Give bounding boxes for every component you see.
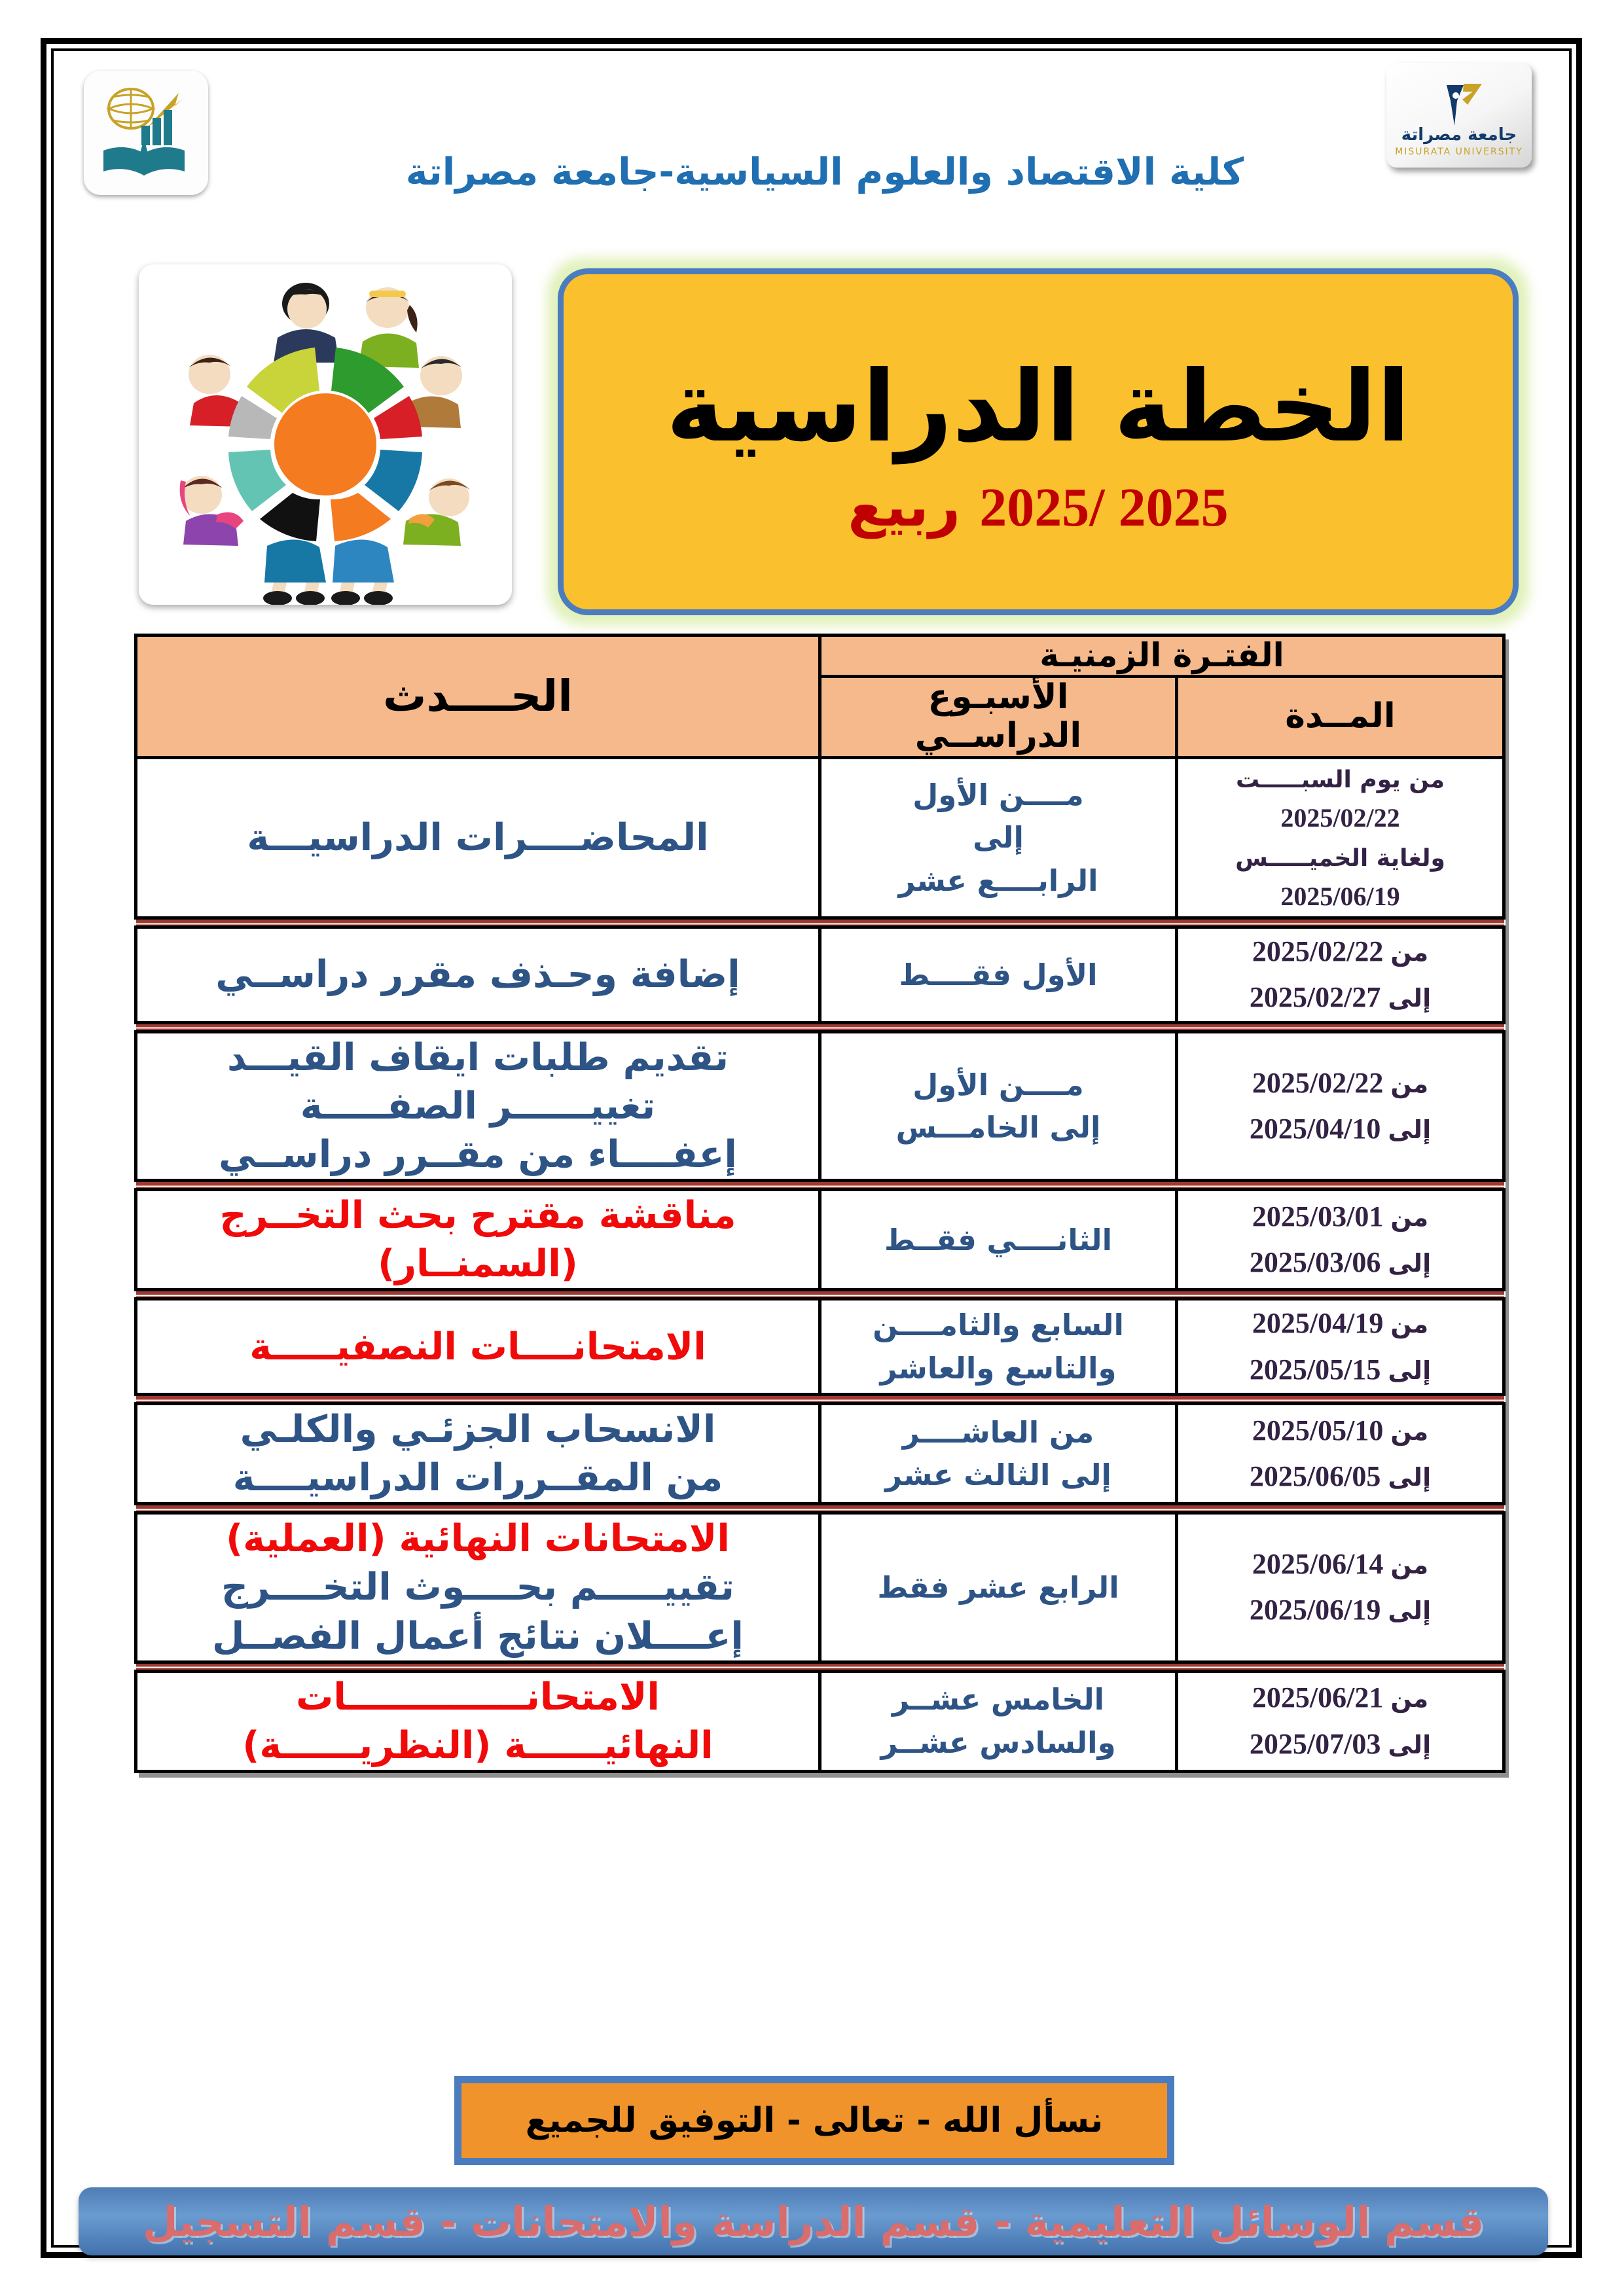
week-line: الرابــــع عشر: [898, 863, 1098, 898]
row-separator-duration: [1177, 918, 1504, 927]
event-line: إعفــــاء من مقــرر دراســي: [219, 1133, 737, 1177]
cell-event: [136, 1190, 820, 1290]
banner-year: 2025/ 2025: [979, 477, 1229, 539]
duration-label: من: [1390, 1416, 1429, 1446]
event-line: الامتحانــــــــــــــات: [296, 1675, 660, 1719]
row-separator-event: [136, 1022, 820, 1031]
row-separator-event: [136, 1290, 820, 1299]
page-title: كلية الاقتصاد والعلوم السياسية-جامعة مصراتة: [405, 151, 1244, 194]
study-plan-banner: [547, 258, 1529, 626]
duration-line: [1178, 838, 1502, 877]
duration-date: 2025/04/10: [1249, 1113, 1381, 1145]
row-separator: [136, 1022, 1504, 1031]
week-line: والتاسع والعاشر: [880, 1350, 1117, 1386]
week-line: من العاشــــر: [902, 1414, 1094, 1450]
row-separator-duration: [1177, 1022, 1504, 1031]
week-line: إلى الثالث عشر: [885, 1458, 1111, 1493]
table-body: [136, 758, 1504, 1772]
event-line: الامتحانــــات النصفيـــــة: [249, 1325, 706, 1369]
row-separator-week: [820, 1662, 1177, 1671]
header-duration: المــدة: [1177, 676, 1504, 758]
duration-line: [1178, 975, 1502, 1020]
row-separator: [136, 1504, 1504, 1513]
duration-label: من: [1390, 1684, 1429, 1713]
duration-line: [1178, 1675, 1502, 1721]
header-time-period: الفتـرة الزمنيـة: [820, 636, 1504, 677]
row-separator: [136, 1181, 1504, 1190]
duration-label: إلى: [1388, 1596, 1432, 1626]
cell-academic-week: [820, 1671, 1177, 1771]
duration-line: [1178, 798, 1502, 838]
duration-date: 2025/06/05: [1249, 1460, 1381, 1493]
duration-label: من: [1390, 1202, 1429, 1232]
table-row: [136, 1513, 1504, 1662]
row-separator-week: [820, 1395, 1177, 1404]
cell-academic-week: [820, 927, 1177, 1023]
duration-date: 2025/04/19: [1252, 1307, 1384, 1340]
week-line: الأول فقــــط: [899, 957, 1098, 992]
table-row: [136, 927, 1504, 1023]
header-event: الحــــدث: [136, 636, 820, 758]
duration-date: 2025/03/06: [1249, 1246, 1381, 1279]
banner-term-year: [848, 475, 1228, 539]
row-separator-week: [820, 1290, 1177, 1299]
faculty-of-economics-logo: [84, 71, 208, 195]
table-row: [136, 758, 1504, 918]
week-line: الخامس عشــر: [892, 1682, 1105, 1717]
duration-label: ولغاية الخميـــــس: [1235, 845, 1445, 872]
duration-line: [1178, 1060, 1502, 1106]
row-separator: [136, 1290, 1504, 1299]
cell-event: [136, 1031, 820, 1180]
row-separator-duration: [1177, 1662, 1504, 1671]
cell-duration: [1177, 758, 1504, 918]
row-separator-week: [820, 1022, 1177, 1031]
duration-date: 2025/06/21: [1252, 1681, 1384, 1714]
cell-duration: [1177, 1404, 1504, 1504]
duration-line: [1178, 1240, 1502, 1285]
table-row: [136, 1404, 1504, 1504]
event-line: من المقــررات الدراسيــــة: [232, 1456, 723, 1500]
duration-line: [1178, 1347, 1502, 1393]
duration-label: من: [1390, 1310, 1429, 1339]
duration-line: [1178, 877, 1502, 916]
table-row: [136, 1031, 1504, 1180]
duration-label: إلى: [1388, 1463, 1432, 1492]
cell-duration: [1177, 1513, 1504, 1662]
duration-label: إلى: [1388, 1730, 1432, 1759]
week-line: مــــن الأول: [912, 778, 1084, 813]
week-line: والسادس عشــر: [880, 1725, 1116, 1760]
header-academic-week: [820, 676, 1177, 758]
table-row: [136, 1671, 1504, 1771]
cell-duration: [1177, 1031, 1504, 1180]
week-line: السابع والثامــــن: [873, 1308, 1124, 1343]
duration-line: [1178, 929, 1502, 975]
cell-event: [136, 1299, 820, 1395]
row-separator-week: [820, 1504, 1177, 1513]
row-separator-duration: [1177, 1504, 1504, 1513]
row-separator-duration: [1177, 1290, 1504, 1299]
duration-line: [1178, 1106, 1502, 1152]
cell-duration: [1177, 1190, 1504, 1290]
duration-date: 2025/06/14: [1252, 1548, 1384, 1581]
event-line: تغييــــــر الصفـــــة: [300, 1084, 656, 1128]
row-separator-event: [136, 1395, 820, 1404]
duration-line: [1178, 1408, 1502, 1454]
cell-event: [136, 927, 820, 1023]
week-line: إلى الخامـــس: [895, 1110, 1101, 1145]
header-week-line2: الدراســي: [914, 716, 1082, 756]
cell-duration: [1177, 1299, 1504, 1395]
cell-duration: [1177, 927, 1504, 1023]
duration-line: [1178, 1194, 1502, 1240]
banner-term: ربيع: [848, 475, 960, 539]
event-line: النهائيــــــة (النظريــــــة): [242, 1723, 713, 1767]
row-separator-duration: [1177, 1181, 1504, 1190]
row-separator: [136, 1662, 1504, 1671]
event-line: (السمنــار): [378, 1242, 578, 1286]
table-row: [136, 1190, 1504, 1290]
duration-date: 2025/06/19: [1249, 1594, 1381, 1626]
duration-date: 2025/05/10: [1252, 1414, 1384, 1446]
duration-label: من: [1390, 1069, 1429, 1098]
duration-date: 2025/02/22: [1280, 803, 1400, 833]
cell-academic-week: [820, 1513, 1177, 1662]
svg-text:MISURATA UNIVERSITY: MISURATA UNIVERSITY: [1395, 147, 1523, 157]
row-separator-week: [820, 918, 1177, 927]
table-header-group-row: [136, 636, 1504, 677]
row-separator-duration: [1177, 1395, 1504, 1404]
duration-label: إلى: [1388, 1115, 1432, 1145]
week-line: الثانــــي فقــط: [884, 1222, 1113, 1257]
event-line: تقييـــــم بحــــوث التخــــرج: [221, 1566, 734, 1609]
duration-label: من: [1390, 938, 1429, 967]
row-separator-event: [136, 1504, 820, 1513]
cell-duration: [1177, 1671, 1504, 1771]
event-line: الامتحانات النهائية (العملية): [226, 1517, 730, 1561]
event-line: إضافة وحـذف مقرر دراســي: [215, 953, 740, 997]
cell-event: [136, 1513, 820, 1662]
cell-event: [136, 1671, 820, 1771]
prayer-banner: نسأل الله - تعالى - التوفيق للجميع: [454, 2076, 1174, 2165]
event-line: تقديم طلبات ايقاف القيـــد: [226, 1035, 729, 1079]
cell-event: [136, 1404, 820, 1504]
cell-academic-week: [820, 758, 1177, 918]
duration-date: 2025/07/03: [1249, 1727, 1381, 1760]
event-line: المحاضــــرات الدراسيـــة: [247, 816, 709, 860]
row-separator: [136, 1395, 1504, 1404]
academic-calendar-table: [134, 634, 1506, 1773]
teamwork-circle-illustration: [139, 264, 512, 605]
duration-line: [1178, 1454, 1502, 1499]
banner-title: الخطة الدراسية: [666, 350, 1411, 464]
event-line: مناقشة مقترح بحث التخــرج: [219, 1194, 736, 1238]
duration-label: من: [1390, 1551, 1429, 1580]
table-row: [136, 1299, 1504, 1395]
row-separator-event: [136, 918, 820, 927]
row-separator-week: [820, 1181, 1177, 1190]
duration-date: 2025/03/01: [1252, 1200, 1384, 1232]
duration-line: [1178, 759, 1502, 798]
header-week-line1: الأسبـوع: [928, 677, 1069, 717]
duration-label: إلى: [1388, 984, 1432, 1013]
cell-academic-week: [820, 1031, 1177, 1180]
event-line: إعــــلان نتائج أعمال الفصــل: [212, 1614, 744, 1658]
duration-line: [1178, 1721, 1502, 1767]
duration-label: إلى: [1388, 1355, 1432, 1385]
misurata-university-logo: [1386, 63, 1532, 168]
duration-date: 2025/02/27: [1249, 981, 1381, 1014]
duration-date: 2025/02/22: [1252, 935, 1384, 968]
duration-label: إلى: [1388, 1249, 1432, 1278]
cell-academic-week: [820, 1299, 1177, 1395]
week-line: مــــن الأول: [912, 1067, 1084, 1102]
banner-body: [558, 268, 1519, 615]
cell-academic-week: [820, 1404, 1177, 1504]
cell-event: [136, 758, 820, 918]
svg-text:جامعة مصراتة: جامعة مصراتة: [1401, 125, 1517, 145]
duration-date: 2025/02/22: [1252, 1066, 1384, 1099]
duration-line: [1178, 1300, 1502, 1346]
departments-banner: قسم الوسائل التعليمية - قسم الدراسة والامتحانات - قسم التسجيل: [79, 2187, 1548, 2255]
duration-date: 2025/05/15: [1249, 1353, 1381, 1386]
duration-line: [1178, 1541, 1502, 1587]
duration-date: 2025/06/19: [1280, 882, 1400, 912]
row-separator-event: [136, 1181, 820, 1190]
row-separator-event: [136, 1662, 820, 1671]
week-line: الرابع عشر فقط: [877, 1570, 1119, 1605]
row-separator: [136, 918, 1504, 927]
event-line: الانسحاب الجزئـي والكلـي: [240, 1408, 716, 1452]
duration-line: [1178, 1587, 1502, 1633]
week-line: إلى: [973, 820, 1024, 855]
duration-label: من يوم السبـــــت: [1235, 766, 1445, 794]
cell-academic-week: [820, 1190, 1177, 1290]
